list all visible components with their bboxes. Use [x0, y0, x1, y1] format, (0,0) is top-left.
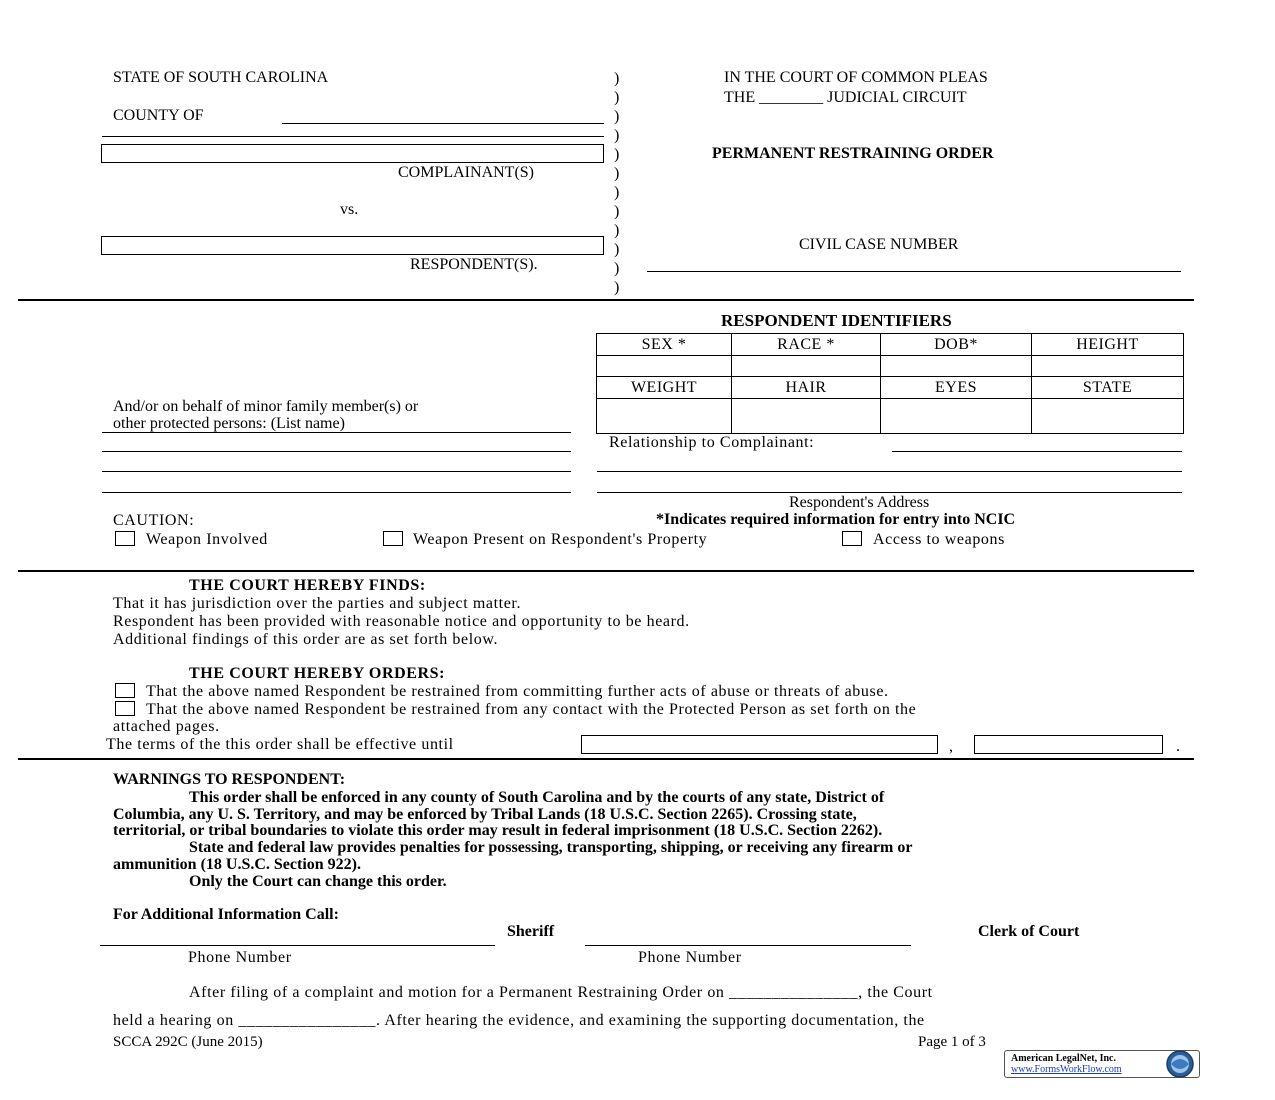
sheriff-label: Sheriff: [507, 923, 555, 940]
weapon-involved-label: Weapon Involved: [146, 531, 268, 548]
state-cell[interactable]: [1032, 399, 1184, 434]
effective-comma: ,: [949, 738, 953, 755]
identifiers-title: RESPONDENT IDENTIFIERS: [721, 311, 952, 330]
race-header: RACE *: [732, 334, 881, 356]
warning-line-3: territorial, or tribal boundaries to violate this order may result in federal imprisonment (18 U.S.C. Section 2262).: [113, 822, 883, 839]
clerk-phone-line[interactable]: [585, 945, 911, 946]
state-heading: STATE OF SOUTH CAROLINA: [113, 69, 329, 86]
weapon-involved-checkbox[interactable]: [115, 531, 135, 546]
eyes-header: EYES: [881, 377, 1032, 399]
findings-title: THE COURT HEREBY FINDS:: [189, 577, 426, 594]
hearing-line-1: After filing of a complaint and motion for a Permanent Restraining Order on _______________, the Court: [189, 984, 933, 1001]
globe-icon: [1163, 1048, 1197, 1080]
weapon-present-checkbox[interactable]: [383, 531, 403, 546]
county-label: COUNTY OF: [113, 107, 204, 124]
order-2-text-cont: attached pages.: [113, 718, 220, 735]
relationship-label: Relationship to Complainant:: [609, 434, 815, 451]
sheriff-phone-line[interactable]: [100, 945, 495, 946]
contact-label: For Additional Information Call:: [113, 906, 339, 923]
section-divider-2: [18, 570, 1194, 572]
protected-person-line-2[interactable]: [102, 451, 571, 452]
dob-header: DOB*: [881, 334, 1032, 356]
clerk-phone-label: Phone Number: [638, 949, 742, 966]
weight-header: WEIGHT: [597, 377, 732, 399]
dob-cell[interactable]: [881, 356, 1032, 377]
weapon-present-label: Weapon Present on Respondent's Property: [413, 531, 708, 548]
sex-header: SEX *: [597, 334, 732, 356]
protected-person-line-3[interactable]: [102, 471, 571, 472]
caption-parentheses: ) ) ) ) ) ) ) ) ) ) ) ): [614, 70, 620, 296]
minor-members-label-2: other protected persons: (List name): [113, 415, 345, 432]
section-divider-3: [18, 758, 1194, 760]
weight-cell[interactable]: [597, 399, 732, 434]
complainant-field[interactable]: [101, 144, 604, 163]
hair-header: HAIR: [732, 377, 881, 399]
warning-line-4: State and federal law provides penalties for possessing, transporting, shipping, or receiving any firearm or: [189, 839, 913, 856]
state-header: STATE: [1032, 377, 1184, 399]
finding-line-1: That it has jurisdiction over the parties and subject matter.: [113, 595, 522, 612]
race-cell[interactable]: [732, 356, 881, 377]
effective-until-label: The terms of the this order shall be effective until: [106, 736, 454, 753]
height-cell[interactable]: [1032, 356, 1184, 377]
case-number-line[interactable]: [647, 271, 1181, 272]
orders-title: THE COURT HEREBY ORDERS:: [189, 665, 446, 682]
protected-person-line-4[interactable]: [102, 492, 571, 493]
complainant-label: COMPLAINANT(S): [398, 164, 534, 181]
logo-url[interactable]: www.FormsWorkFlow.com: [1011, 1064, 1122, 1075]
respondent-field[interactable]: [101, 236, 604, 255]
page-number: Page 1 of 3: [918, 1034, 986, 1050]
court-name: IN THE COURT OF COMMON PLEAS: [724, 69, 988, 86]
order-1-text: That the above named Respondent be restrained from committing further acts of abuse or threats of abuse.: [146, 683, 889, 700]
warnings-title: WARNINGS TO RESPONDENT:: [113, 771, 346, 788]
form-id: SCCA 292C (June 2015): [113, 1034, 263, 1050]
case-number-label: CIVIL CASE NUMBER: [799, 236, 959, 253]
section-divider-1: [18, 299, 1194, 301]
versus-label: vs.: [340, 201, 359, 218]
hair-cell[interactable]: [732, 399, 881, 434]
hearing-line-2: held a hearing on ________________. After hearing the evidence, and examining the supporting documentation, the: [113, 1012, 925, 1029]
clerk-label: Clerk of Court: [978, 923, 1080, 940]
warning-line-1: This order shall be enforced in any county of South Carolina and by the courts of any state, District of: [189, 789, 885, 806]
order-1-checkbox[interactable]: [115, 683, 135, 698]
height-header: HEIGHT: [1032, 334, 1184, 356]
caution-label: CAUTION:: [113, 512, 195, 529]
sheriff-phone-label: Phone Number: [188, 949, 292, 966]
respondent-label: RESPONDENT(S).: [410, 256, 538, 273]
address-line-2[interactable]: [597, 492, 1182, 493]
county-line: [282, 123, 604, 124]
protected-person-line-1[interactable]: [102, 432, 571, 433]
access-weapons-label: Access to weapons: [873, 531, 1005, 548]
address-label: Respondent's Address: [789, 494, 930, 511]
eyes-cell[interactable]: [881, 399, 1032, 434]
minor-members-label-1: And/or on behalf of minor family member(s) or: [113, 398, 419, 415]
order-2-checkbox[interactable]: [115, 701, 135, 716]
address-line-1[interactable]: [597, 471, 1182, 472]
ncic-note: *Indicates required information for entry into NCIC: [656, 511, 1016, 528]
warning-line-2: Columbia, any U. S. Territory, and may be enforced by Tribal Lands (18 U.S.C. Section 2265). Crossing state,: [113, 806, 857, 823]
effective-year-field[interactable]: [974, 735, 1163, 754]
judicial-circuit: THE ________ JUDICIAL CIRCUIT: [724, 89, 967, 106]
sex-cell[interactable]: [597, 356, 732, 377]
order-2-text: That the above named Respondent be restrained from any contact with the Protected Person as set forth on the: [146, 701, 917, 718]
relationship-line[interactable]: [892, 451, 1182, 452]
logo-company: American LegalNet, Inc.: [1011, 1053, 1116, 1064]
effective-date-field[interactable]: [581, 735, 938, 754]
warning-line-6: Only the Court can change this order.: [189, 873, 447, 890]
finding-line-2: Respondent has been provided with reasonable notice and opportunity to be heard.: [113, 613, 690, 630]
caption-divider: [102, 136, 604, 137]
effective-period: .: [1176, 738, 1180, 755]
warning-line-5: ammunition (18 U.S.C. Section 922).: [113, 856, 362, 873]
finding-line-3: Additional findings of this order are as set forth below.: [113, 631, 499, 648]
legalnet-logo[interactable]: [1004, 1050, 1200, 1078]
order-title: PERMANENT RESTRAINING ORDER: [712, 145, 994, 162]
identifiers-table: [596, 333, 1184, 434]
access-weapons-checkbox[interactable]: [842, 531, 862, 546]
